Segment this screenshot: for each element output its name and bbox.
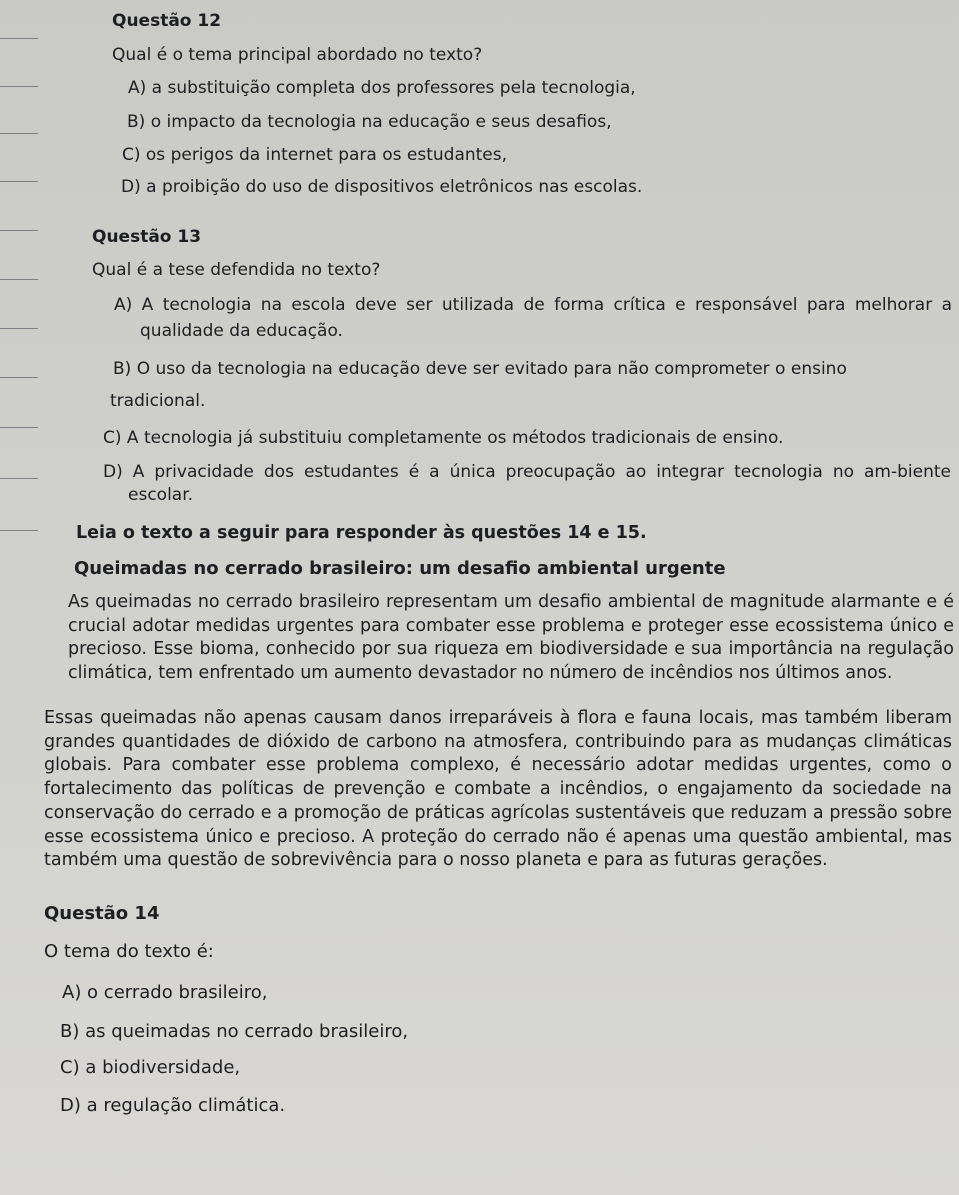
question-14-option-b: B) as queimadas no cerrado brasileiro,	[60, 1021, 409, 1042]
margin-rule	[0, 279, 38, 280]
question-13-option-d-line2: escolar.	[128, 485, 194, 505]
question-12-option-c: C) os perigos da internet para os estudantes,	[122, 145, 508, 165]
question-12-prompt: Qual é o tema principal abordado no texto?	[112, 45, 483, 65]
question-13-option-a-line1: A) A tecnologia na escola deve ser utilizada de forma crítica e responsável para melhorar a	[114, 295, 952, 315]
margin-rule	[0, 38, 38, 39]
question-14-title: Questão 14	[44, 903, 160, 924]
reading-paragraph-1: As queimadas no cerrado brasileiro representam um desafio ambiental de magnitude alarmante e é crucial adotar medidas urgentes para combater esse problema e proteger esse ecossistema único e precioso. Esse bioma, conhecido por sua riqueza em biodiversidade e sua importância na regulação climática, tem enfrentado um aumento devastador no número de incêndios nos últimos anos.	[68, 592, 954, 684]
question-14-option-d: D) a regulação climática.	[60, 1095, 286, 1116]
margin-rule	[0, 377, 38, 378]
question-12-option-a: A) a substituição completa dos professores pela tecnologia,	[128, 78, 636, 98]
question-13-title: Questão 13	[92, 227, 202, 247]
question-13-option-c: C) A tecnologia já substituiu completamente os métodos tradicionais de ensino.	[103, 428, 784, 448]
question-13-option-b-line1: B) O uso da tecnologia na educação deve ser evitado para não comprometer o ensino	[113, 359, 847, 379]
question-14-option-a: A) o cerrado brasileiro,	[62, 982, 268, 1003]
question-13-prompt: Qual é a tese defendida no texto?	[92, 260, 381, 280]
question-13-option-b-line2: tradicional.	[110, 391, 206, 411]
question-12-option-d: D) a proibição do uso de dispositivos eletrônicos nas escolas.	[121, 177, 643, 197]
margin-rule	[0, 530, 38, 531]
margin-rule	[0, 478, 38, 479]
question-14-prompt: O tema do texto é:	[44, 941, 214, 962]
reading-paragraph-2: Essas queimadas não apenas causam danos irreparáveis à flora e fauna locais, mas também liberam grandes quantidades de dióxido de carbono na atmosfera, contribuindo para as mudanças climáticas globais. Para combater esse problema complexo, é necessário adotar medidas urgentes, como o fortalecimento das políticas de prevenção e combate a incêndios, o engajamento da sociedade na conservação do cerrado e a promoção de práticas agrícolas sustentáveis que reduzam a pressão sobre esse ecossistema único e precioso. A proteção do cerrado não é apenas uma questão ambiental, mas também uma questão de sobrevivência para o nosso planeta e para as futuras gerações.	[44, 708, 952, 871]
reading-instruction: Leia o texto a seguir para responder às questões 14 e 15.	[76, 523, 647, 543]
margin-rule	[0, 230, 38, 231]
reading-title: Queimadas no cerrado brasileiro: um desafio ambiental urgente	[74, 558, 726, 579]
margin-rule	[0, 328, 38, 329]
question-13-option-a-line2: qualidade da educação.	[140, 321, 343, 341]
margin-rule	[0, 181, 38, 182]
question-13-option-d-line1: D) A privacidade dos estudantes é a única preocupação ao integrar tecnologia no am-biente	[103, 462, 951, 482]
margin-rule	[0, 427, 38, 428]
question-12-option-b: B) o impacto da tecnologia na educação e seus desafios,	[127, 112, 612, 132]
question-14-option-c: C) a biodiversidade,	[60, 1057, 241, 1078]
margin-rule	[0, 86, 38, 87]
question-12-title: Questão 12	[112, 11, 222, 31]
margin-rule	[0, 133, 38, 134]
